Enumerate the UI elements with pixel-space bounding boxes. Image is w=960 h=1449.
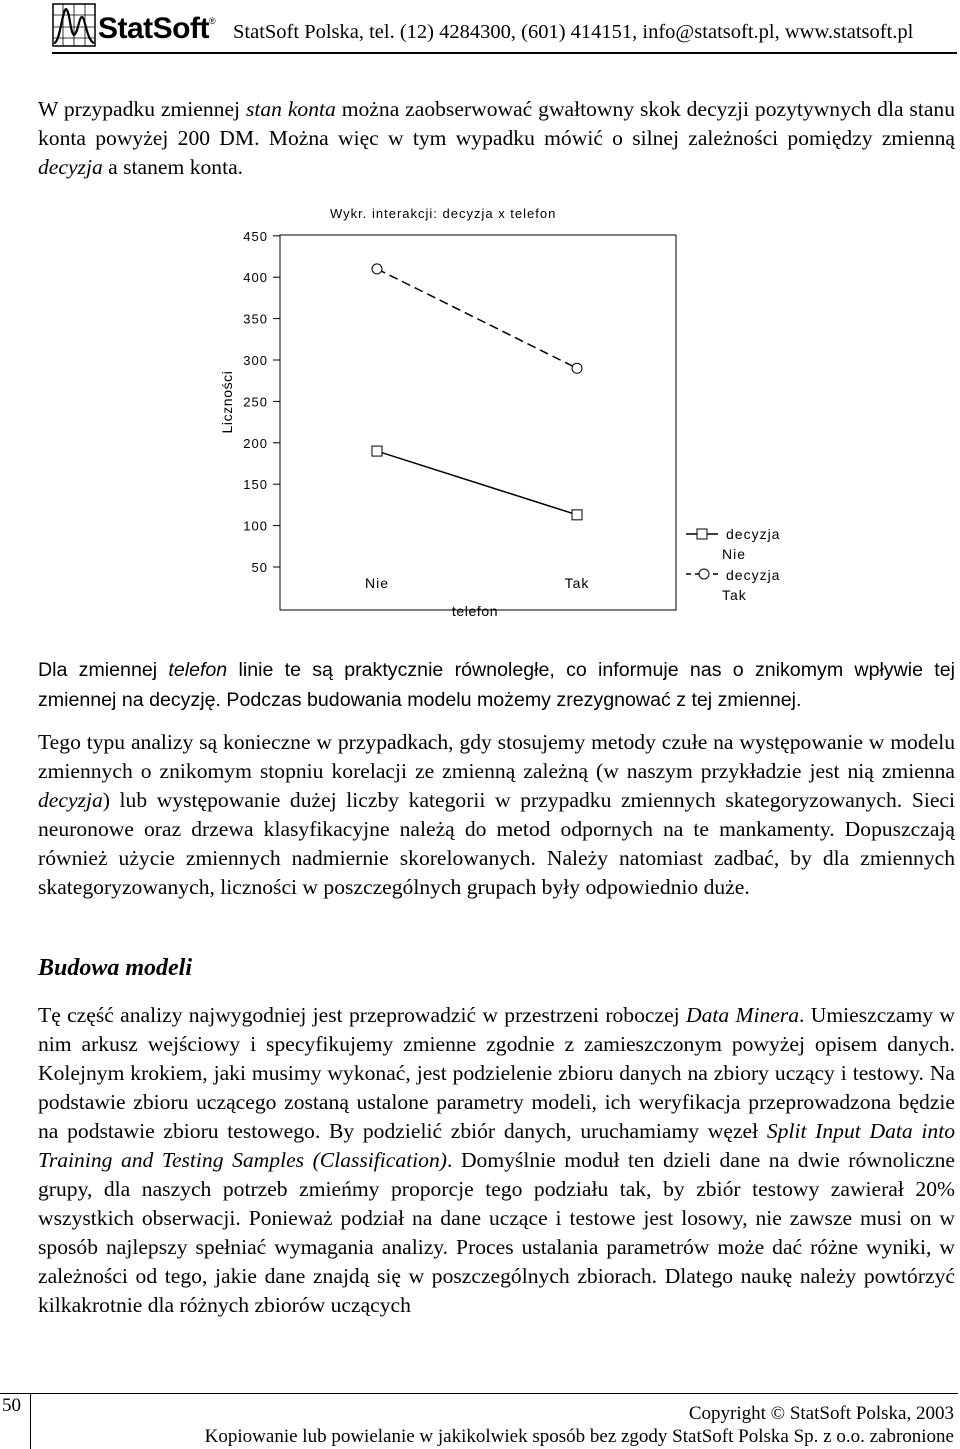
- page-header: [0, 0, 960, 70]
- text-italic: telefon: [168, 659, 228, 681]
- paragraph-models: [38, 1001, 955, 1320]
- y-axis-label: Liczności: [219, 370, 235, 434]
- registered-mark: ®: [209, 16, 216, 26]
- x-category-label: Nie: [364, 575, 390, 591]
- text: Tę część analizy najwygodniej jest przeprowadzić w przestrzeni roboczej: [38, 1003, 686, 1027]
- series-2-point: [372, 264, 382, 274]
- legend-square-marker: [697, 529, 707, 539]
- text: a stanem konta.: [102, 155, 244, 179]
- text-italic: decyzja: [38, 788, 103, 812]
- text: linie te są praktycznie równoległe, co informuje nas o znikomym wpływie tej zmiennej na decyzję. Podczas budowania modelu możemy zrezygnować z tej zmiennej.: [38, 659, 955, 711]
- paragraph-telefon: [38, 655, 955, 715]
- y-tick-label: 300: [243, 353, 268, 368]
- page-number: 50: [2, 1395, 21, 1416]
- page-number-divider: [30, 1393, 31, 1449]
- paragraph-analysis: [38, 728, 955, 902]
- text: Dla zmiennej: [38, 659, 169, 681]
- series-line-1: [377, 451, 577, 515]
- y-tick-label: 350: [243, 311, 268, 327]
- brand-name: StatSoft: [98, 12, 209, 45]
- series-line-2: [377, 269, 577, 368]
- y-tick-label: 250: [243, 394, 268, 410]
- text-italic: Data Minera: [685, 1003, 800, 1027]
- series-1-point: [572, 510, 582, 520]
- legend-series-2-label: decyzja: [726, 567, 781, 583]
- legend-series-1-value: Nie: [722, 546, 747, 562]
- interaction-chart: [0, 190, 960, 630]
- y-tick-label: 450: [243, 228, 268, 244]
- text: . Umieszczamy w nim arkusz wejściowy i specyfikujemy zmienne zgodnie z zamieszczonym powyżej opisem danych. Kolejnym krokiem, jaki musimy wykonać, jest podzielenie zbioru danych na zbiory uczący i testowy. Na podstawie zbioru uczącego zostaną ustalone parametry modeli, ich weryfikacja przeprowadzona będzie na podstawie zbioru testowego. By podzielić zbiór danych, uruchamiamy węzeł: [38, 1003, 955, 1143]
- y-axis-ticks: [243, 229, 280, 575]
- legend-series-1-label: decyzja: [726, 526, 781, 542]
- brand-logo: [98, 12, 215, 46]
- header-divider: [52, 52, 957, 54]
- chart-title: Wykr. interakcji: decyzja x telefon: [330, 206, 557, 221]
- text: Tego typu analizy są konieczne w przypadkach, gdy stosujemy metody czułe na występowanie w modelu zmiennych o znikomym stopniu korelacji ze zmienną zależną (w naszym przykładzie jest nią zmienna: [38, 730, 955, 783]
- text-italic: stan konta: [245, 97, 336, 121]
- text: W przypadku zmiennej: [38, 97, 246, 121]
- y-tick-label: 50: [251, 560, 268, 575]
- footer-divider: [0, 1393, 958, 1394]
- text: można zaobserwować gwałtowny skok decyzji pozytywnych dla stanu konta powyżej 200 DM. Można więc w tym wypadku mówić o silnej zależności pomiędzy zmienną: [38, 97, 955, 150]
- plot-frame: [280, 235, 676, 610]
- copy-notice: Kopiowanie lub powielanie w jakikolwiek sposób bez zgody StatSoft Polska Sp. z o.o. zabronione: [204, 1426, 954, 1447]
- section-heading: Budowa modeli: [38, 955, 193, 981]
- legend-circle-marker: [699, 569, 709, 579]
- y-tick-label: 100: [243, 518, 268, 534]
- text-italic: decyzja: [38, 155, 103, 179]
- series-2-point: [572, 363, 582, 373]
- copyright: Copyright © StatSoft Polska, 2003: [688, 1403, 954, 1424]
- x-category-label: Tak: [564, 575, 590, 591]
- series-1-point: [372, 446, 382, 456]
- statsoft-logo-icon: [52, 3, 96, 47]
- legend: [686, 526, 780, 603]
- paragraph-intro: [38, 95, 955, 182]
- y-tick-label: 200: [243, 435, 268, 451]
- x-axis-label: telefon: [451, 603, 499, 619]
- legend-series-2-value: Tak: [722, 587, 747, 603]
- text: ) lub występowanie dużej liczby kategorii w przypadku zmiennych skategoryzowanych. Sieci neuronowe oraz drzewa klasyfikacyjne należą do metod odpornych na te mankamenty. Dopuszczają również użycie zmiennych nadmiernie skorelowanych. Należy natomiast zadbać, by dla zmiennych skategoryzowanych, liczności w poszczególnych grupach były odpowiednio duże.: [38, 788, 955, 899]
- text-italic: Split Input Data into Training and Testing Samples (Classification): [38, 1119, 955, 1172]
- header-contact: StatSoft Polska, tel. (12) 4284300, (601) 414151, info@statsoft.pl, www.statsoft.pl: [233, 21, 914, 43]
- y-tick-label: 400: [243, 270, 268, 286]
- text: . Domyślnie moduł ten dzieli dane na dwie równoliczne grupy, dla naszych potrzeb zmieńmy proporcje tego podziału tak, by zbiór testowy zawierał 20% wszystkich obserwacji. Ponieważ podział na dane uczące i testowe jest losowy, nie zawsze musi on w sposób najlepszy spełniać wymagania analizy. Proces ustalania parametrów może dać różne wyniki, w zależności od tego, jakie dane znajdą się w poszczególnych zbiorach. Dlatego naukę należy powtórzyć kilkakrotnie dla różnych zbiorów uczących: [38, 1148, 955, 1317]
- chart-series: [372, 264, 582, 520]
- y-tick-label: 150: [243, 477, 268, 493]
